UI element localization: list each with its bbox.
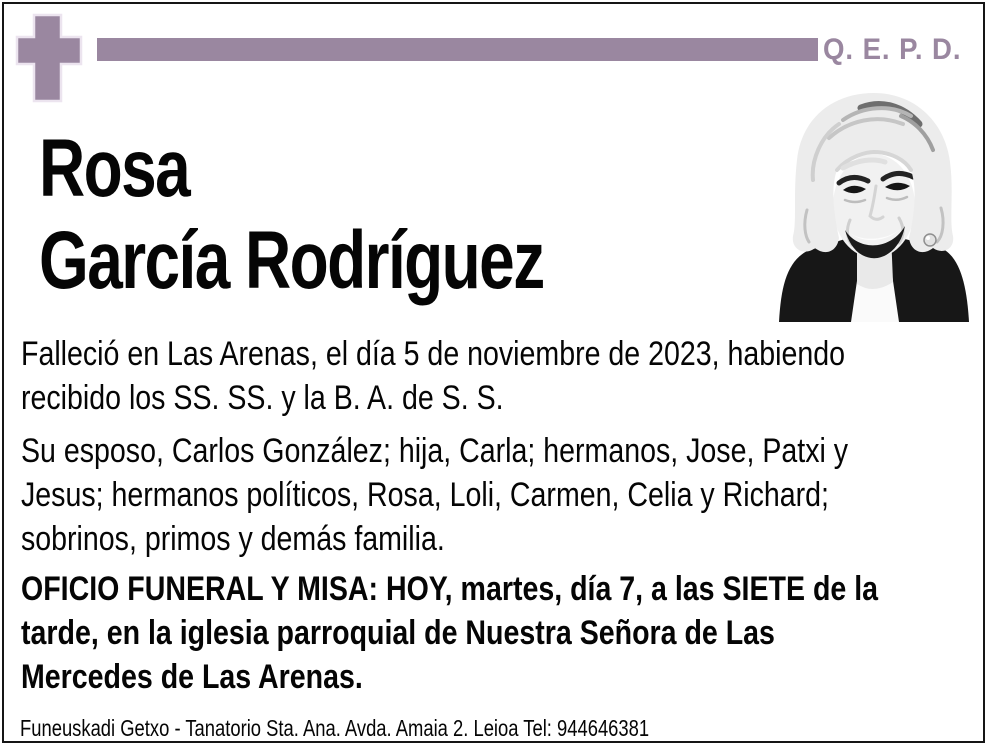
funeral-service-paragraph — [21, 567, 878, 699]
death-announcement-line: Falleció en Las Arenas, el día 5 de noviembre de 2023, habiendo — [21, 335, 846, 373]
deceased-name-heading — [39, 123, 544, 307]
funeral-home-info: Funeuskadi Getxo - Tanatorio Sta. Ana. Avda. Amaia 2. Leioa Tel: 944646381 — [20, 715, 650, 741]
funeral-service-line: tarde, en la iglesia parroquial de Nuestra Señora de Las — [21, 614, 775, 652]
deceased-portrait-photo — [773, 90, 975, 322]
funeral-service-line: OFICIO FUNERAL Y MISA: HOY, martes, día 7, a las SIETE de la — [21, 570, 879, 608]
deceased-surnames: García Rodríguez — [39, 215, 544, 306]
qepd-label: Q. E. P. D. — [823, 33, 962, 66]
header-accent-bar — [97, 38, 818, 61]
latin-cross-icon — [14, 12, 84, 107]
family-listing-paragraph — [21, 429, 848, 561]
family-listing-line: sobrinos, primos y demás familia. — [21, 520, 445, 558]
deceased-first-name: Rosa — [39, 123, 190, 214]
death-announcement-paragraph — [21, 332, 845, 420]
family-listing-line: Jesus; hermanos políticos, Rosa, Loli, Carmen, Celia y Richard; — [21, 476, 829, 514]
family-listing-line: Su esposo, Carlos González; hija, Carla; hermanos, Jose, Patxi y — [21, 432, 849, 470]
funeral-service-line: Mercedes de Las Arenas. — [21, 658, 363, 696]
death-announcement-line: recibido los SS. SS. y la B. A. de S. S. — [21, 379, 504, 417]
